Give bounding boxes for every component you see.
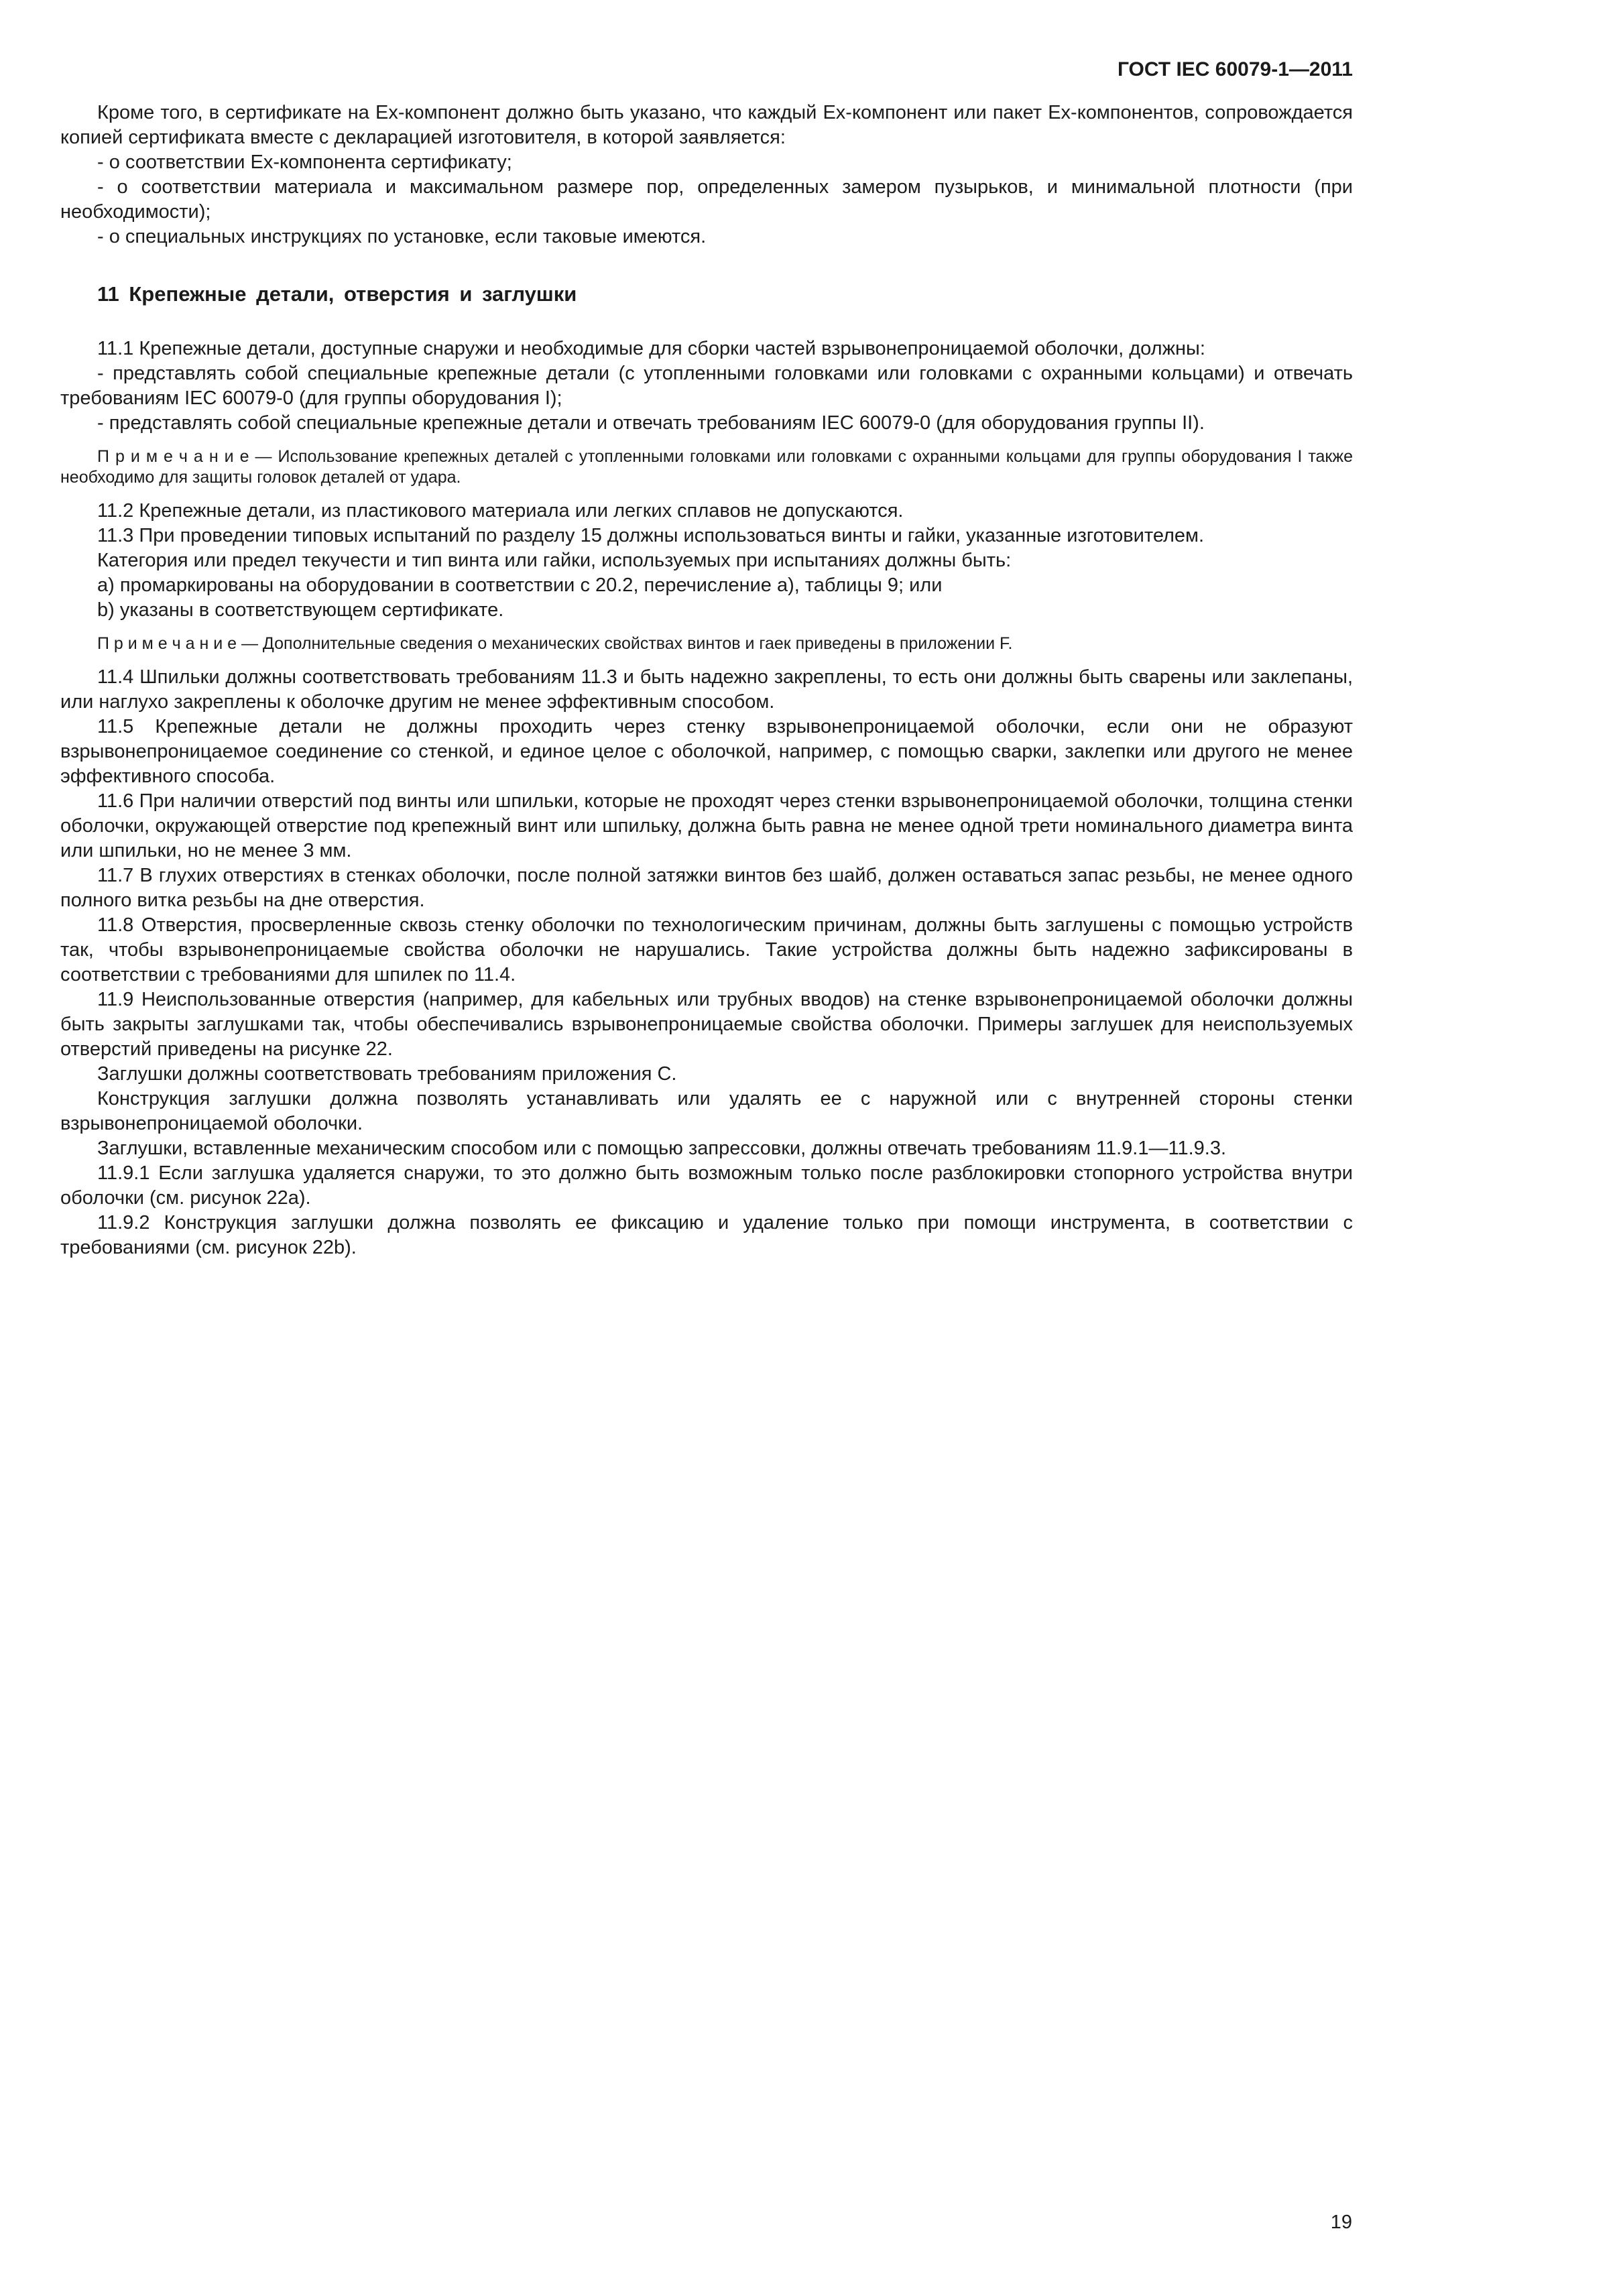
paragraph: Заглушки, вставленные механическим способом или с помощью запрессовки, должны отвечать требованиям 11.9.1—11.9.3. — [97, 1138, 1227, 1159]
paragraph: Кроме того, в сертификате на Ex-компонент должно быть указано, что каждый Ex-компонент или пакет Ex-компонентов, сопровождается копией сертификата вместе с декларацией изготовителя, в которой заявляется: — [60, 102, 1353, 148]
paragraph: Заглушки должны соответствовать требованиям приложения С. — [97, 1063, 677, 1085]
document-content — [60, 58, 1353, 1260]
paragraph: 11.3 При проведении типовых испытаний по разделу 15 должны использоваться винты и гайки, указанные изготовителем. — [97, 525, 1205, 546]
paragraph: Конструкция заглушки должна позволять устанавливать или удалять ее с наружной или с внутренней стороны стенки взрывонепроницаемой оболочки. — [60, 1088, 1353, 1134]
note-paragraph: П р и м е ч а н и е — Использование крепежных деталей с утопленными головками или головками с охранными кольцами для группы оборудования I также необходимо для защиты головок деталей от удара. — [60, 447, 1353, 487]
paragraph: 11.5 Крепежные детали не должны проходить через стенку взрывонепроницаемой оболочки, если они не образуют взрывонепроницаемое соединение со стенкой, и единое целое с оболочкой, например, с помощью сварки, заклепки или другого не менее эффективного способа. — [60, 716, 1353, 787]
paragraph: 11.9 Неиспользованные отверстия (например, для кабельных или трубных вводов) на стенке взрывонепроницаемой оболочки должны быть закрыты заглушками так, чтобы обеспечивались взрывонепроницаемые свойства оболочки. Примеры заглушек для неиспользуемых отверстий приведены на рисунке 22. — [60, 989, 1353, 1060]
paragraph: - представлять собой специальные крепежные детали (с утопленными головками или головками с охранными кольцами) и отвечать требованиям IEC 60079-0 (для группы оборудования I); — [60, 363, 1353, 409]
note-paragraph: П р и м е ч а н и е — Дополнительные сведения о механических свойствах винтов и гаек приведены в приложении F. — [97, 634, 1013, 653]
paragraph: Категория или предел текучести и тип винта или гайки, используемых при испытаниях должны быть: — [97, 550, 1012, 571]
paragraph: 11.7 В глухих отверстиях в стенках оболочки, после полной затяжки винтов без шайб, должен оставаться запас резьбы, не менее одного полного витка резьбы на дне отверстия. — [60, 865, 1353, 911]
paragraph: - о соответствии Ex-компонента сертификату; — [97, 152, 512, 173]
paragraph: 11.8 Отверстия, просверленные сквозь стенку оболочки по технологическим причинам, должны быть заглушены с помощью устройств так, чтобы взрывонепроницаемые свойства оболочки не нарушались. Такие устройства должны быть надежно зафиксированы в соответствии с требованиями для шпилек по 11.4. — [60, 914, 1353, 985]
document-header: ГОСТ IEC 60079-1—2011 — [1117, 58, 1353, 80]
paragraph: - представлять собой специальные крепежные детали и отвечать требованиям IEC 60079-0 (для оборудования группы II). — [97, 412, 1205, 434]
paragraph: - о соответствии материала и максимальном размере пор, определенных замером пузырьков, и минимальной плотности (при необходимости); — [60, 176, 1353, 223]
paragraph: 11.6 При наличии отверстий под винты или шпильки, которые не проходят через стенки взрывонепроницаемой оболочки, толщина стенки оболочки, окружающей отверстие под крепежный винт или шпильку, должна быть равна не менее одной трети номинального диаметра винта или шпильки, но не менее 3 мм. — [60, 790, 1353, 861]
document-body — [60, 101, 1353, 1260]
paragraph: 11.2 Крепежные детали, из пластикового материала или легких сплавов не допускаются. — [97, 500, 904, 522]
page-number: 19 — [1330, 2212, 1352, 2233]
paragraph: 11.9.1 Если заглушка удаляется снаружи, то это должно быть возможным только после разблокировки стопорного устройства внутри оболочки (см. рисунок 22а). — [60, 1162, 1353, 1209]
paragraph: - о специальных инструкциях по установке, если таковые имеются. — [97, 226, 707, 247]
paragraph: a) промаркированы на оборудовании в соответствии с 20.2, перечисление а), таблицы 9; или — [97, 575, 943, 596]
paragraph: 11.1 Крепежные детали, доступные снаружи и необходимые для сборки частей взрывонепроницаемой оболочки, должны: — [97, 338, 1205, 359]
paragraph: 11.9.2 Конструкция заглушки должна позволять ее фиксацию и удаление только при помощи инструмента, в соответствии с требованиями (см. рисунок 22b). — [60, 1212, 1353, 1258]
paragraph: b) указаны в соответствующем сертификате. — [97, 599, 504, 621]
section-heading: 11 Крепежные детали, отверстия и заглушки — [97, 282, 577, 306]
paragraph: 11.4 Шпильки должны соответствовать требованиям 11.3 и быть надежно закреплены, то есть они должны быть сварены или заклепаны, или наглухо закреплены к оболочке другим не менее эффективным способом. — [60, 666, 1353, 713]
